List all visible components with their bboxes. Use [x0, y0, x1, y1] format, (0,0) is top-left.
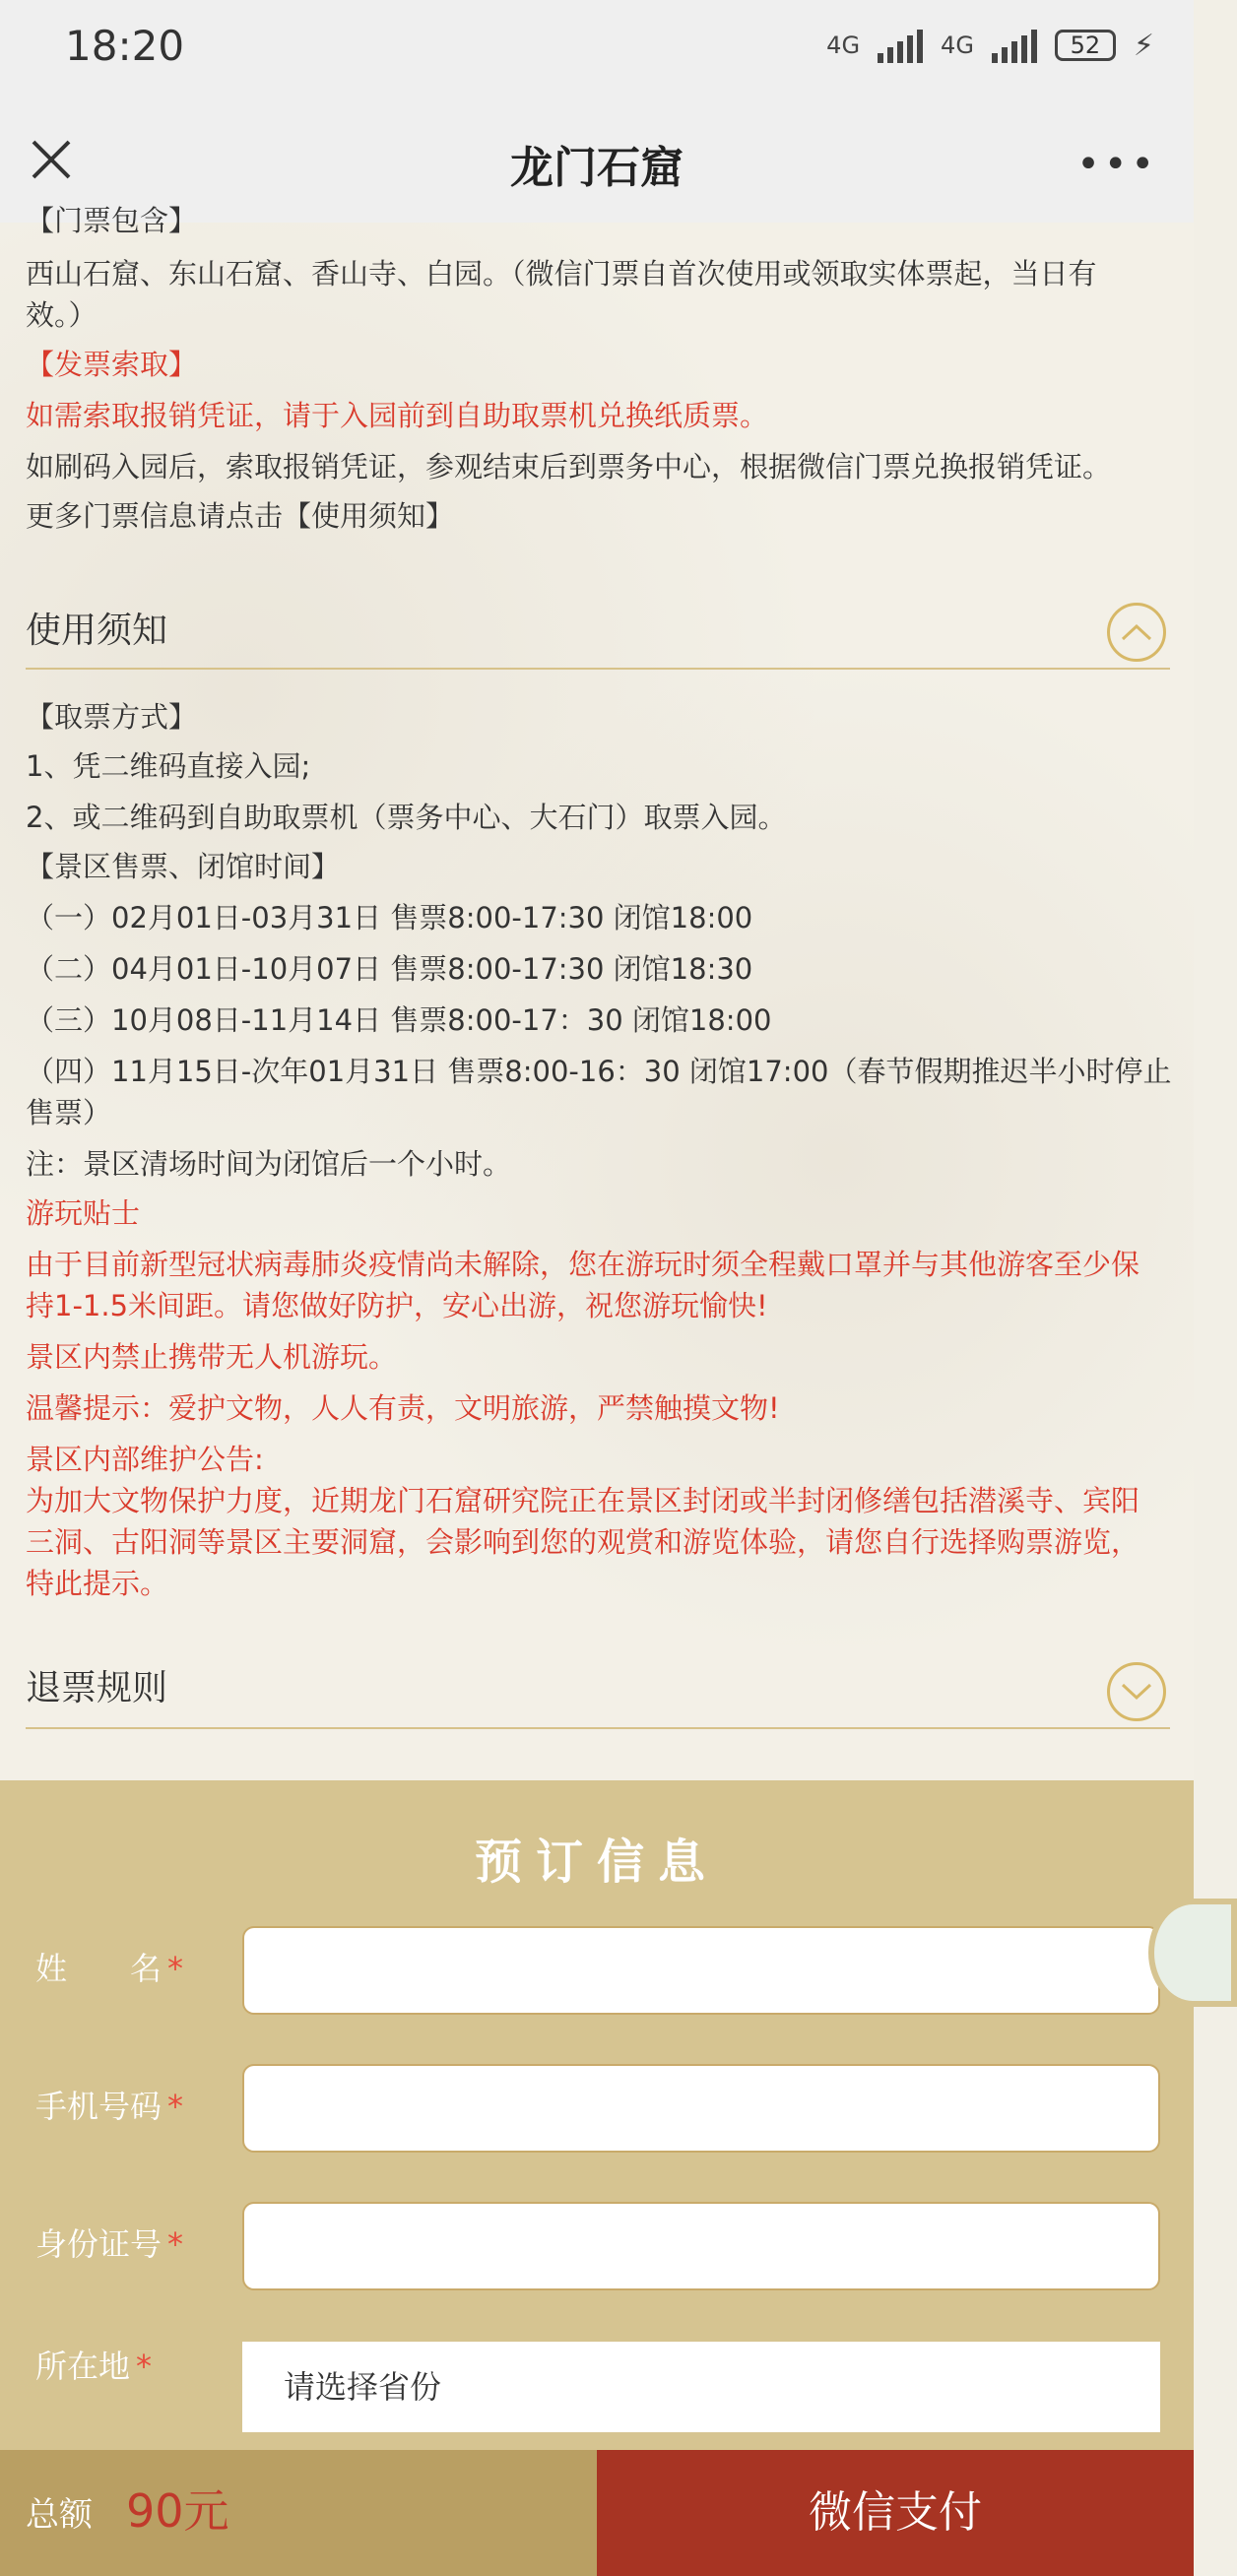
phone-label-text: 手机号码	[35, 2088, 163, 2125]
phone-input[interactable]	[242, 2064, 1160, 2153]
network-type-label-2: 4G	[941, 32, 974, 59]
name-label-text: 姓 名	[35, 1950, 163, 1987]
status-time: 18:20	[65, 22, 185, 70]
total-amount: 90元	[126, 2484, 229, 2538]
ticket-includes-header: 【门票包含】	[26, 204, 198, 237]
pickup-header: 【取票方式】	[26, 700, 198, 734]
chat-icon[interactable]	[1148, 1899, 1237, 2007]
signal-strength-icon	[878, 28, 923, 63]
maintenance-line-2: 三洞、古阳洞等景区主要洞窟，会影响到您的观赏和游览体验，请您自行选择购票游览，	[26, 1525, 1140, 1559]
maintenance-header: 景区内部维护公告:	[26, 1443, 264, 1476]
tips-mask-cont: 持1-1.5米间距。请您做好防护，安心出游，祝您游玩愉快!	[26, 1289, 768, 1322]
id-label	[35, 2220, 183, 2265]
page-title: 龙门石窟	[510, 143, 684, 193]
maintenance-line-3: 特此提示。	[26, 1567, 169, 1600]
required-mark: *	[167, 1950, 184, 1987]
location-label	[35, 2342, 152, 2387]
total-label: 总额	[26, 2495, 93, 2535]
province-select[interactable]: 请选择省份	[242, 2342, 1160, 2432]
charging-icon: ⚡	[1133, 28, 1154, 63]
required-mark: *	[167, 2088, 184, 2125]
signal-strength-icon-2	[992, 28, 1037, 63]
name-label	[35, 1944, 183, 1989]
chevron-down-icon[interactable]	[1107, 1662, 1166, 1721]
pickup-method-1: 1、凭二维码直接入园;	[26, 749, 311, 783]
section-divider	[26, 668, 1170, 670]
booking-form	[0, 1780, 1194, 2450]
tips-reminder: 温馨提示：爱护文物，人人有责，文明旅游，严禁触摸文物!	[26, 1391, 780, 1425]
status-icons	[826, 28, 1154, 63]
tips-header: 游玩贴士	[26, 1196, 141, 1230]
chevron-up-icon[interactable]	[1107, 603, 1166, 662]
section-divider	[26, 1727, 1170, 1729]
status-bar	[0, 0, 1194, 98]
closing-note: 注：景区清场时间为闭馆后一个小时。	[26, 1147, 512, 1181]
hours-period-1: （一）02月01日-03月31日 售票8:00-17:30 闭馆18:00	[26, 901, 753, 934]
booking-title: 预订信息	[474, 1835, 719, 1890]
battery-level: 52	[1070, 32, 1101, 59]
hours-header: 【景区售票、闭馆时间】	[26, 850, 341, 883]
ticket-includes-text: 西山石窟、东山石窟、香山寺、白园。（微信门票自首次使用或领取实体票起，当日有	[26, 257, 1097, 290]
hours-period-3: （三）10月08日-11月14日 售票8:00-17：30 闭馆18:00	[26, 1003, 772, 1037]
invoice-notice: 如需索取报销凭证，请于入园前到自助取票机兑换纸质票。	[26, 399, 769, 432]
invoice-header: 【发票索取】	[26, 348, 198, 381]
hours-period-2: （二）04月01日-10月07日 售票8:00-17:30 闭馆18:30	[26, 952, 753, 986]
wechat-pay-button[interactable]: 微信支付	[597, 2450, 1194, 2576]
invoice-instructions: 如刷码入园后，索取报销凭证，参观结束后到票务中心，根据微信门票兑换报销凭证。	[26, 450, 1112, 483]
name-input[interactable]	[242, 1926, 1160, 2015]
required-mark: *	[136, 2348, 153, 2385]
tips-mask: 由于目前新型冠状病毒肺炎疫情尚未解除，您在游玩时须全程戴口罩并与其他游客至少保	[26, 1248, 1140, 1281]
hours-period-4-cont: 售票）	[26, 1096, 112, 1129]
network-type-label-1: 4G	[826, 32, 861, 59]
location-label-text: 所在地	[35, 2348, 131, 2385]
required-mark: *	[167, 2225, 184, 2263]
maintenance-line-1: 为加大文物保护力度，近期龙门石窟研究院正在景区封闭或半封闭修缮包括潜溪寺、宾阳	[26, 1484, 1140, 1517]
id-number-input[interactable]	[242, 2202, 1160, 2290]
pickup-method-2: 2、或二维码到自助取票机（票务中心、大石门）取票入园。	[26, 801, 787, 834]
total-bar	[0, 2450, 597, 2576]
more-info-link[interactable]: 更多门票信息请点击【使用须知】	[26, 499, 455, 533]
ticket-includes-text-cont: 效。）	[26, 298, 98, 332]
phone-label	[35, 2082, 183, 2127]
ticket-details-content	[0, 204, 1194, 1780]
more-options-icon[interactable]: •••	[1076, 142, 1158, 187]
tips-drone: 景区内禁止携带无人机游玩。	[26, 1340, 398, 1374]
battery-icon	[1055, 30, 1116, 61]
hours-period-4: （四）11月15日-次年01月31日 售票8:00-16：30 闭馆17:00（春节假期推迟半小时停止	[26, 1055, 1172, 1088]
usage-section-title[interactable]: 使用须知	[26, 611, 168, 651]
refund-section-title[interactable]: 退票规则	[26, 1668, 168, 1708]
id-label-text: 身份证号	[35, 2225, 163, 2263]
